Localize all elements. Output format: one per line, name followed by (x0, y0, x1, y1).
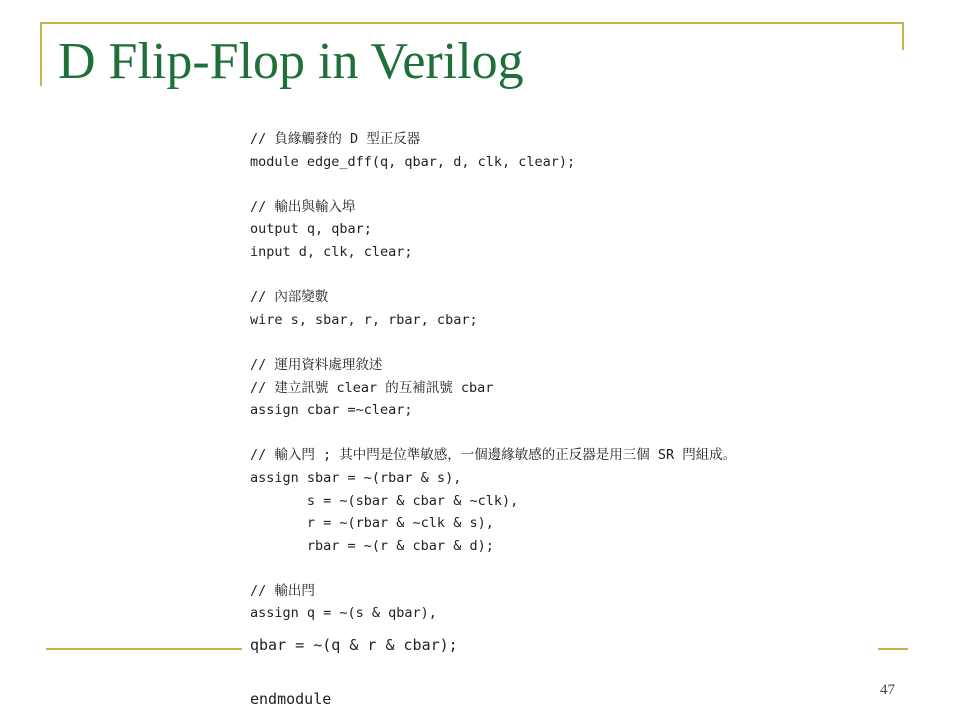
code-line: assign sbar = ~(rbar & s), (250, 469, 462, 486)
code-line: assign cbar =~clear; (250, 402, 413, 419)
code-comment: // 輸入閂 ; 其中閂是位準敏感，一個邊緣敏感的正反器是用三個 SR 閂組成。 (250, 447, 737, 464)
code-comment: // 運用資料處理敘述 (250, 356, 383, 373)
code-comment: // 內部變數 (250, 289, 329, 306)
code-line: input d, clk, clear; (250, 243, 413, 260)
code-line: r = ~(rbar & ~clk & s), (250, 515, 494, 532)
code-line: qbar = ~(q & r & cbar); (250, 636, 458, 654)
frame-top-rule (40, 22, 904, 24)
code-line: assign q = ~(s & qbar), (250, 605, 437, 622)
frame-left-rule (40, 22, 42, 86)
code-comment: // 建立訊號 clear 的互補訊號 cbar (250, 379, 494, 396)
code-line: module edge_dff(q, qbar, d, clk, clear); (250, 153, 576, 170)
code-line: rbar = ~(r & cbar & d); (250, 537, 494, 554)
code-line: s = ~(sbar & cbar & ~clk), (250, 492, 519, 509)
code-comment: // 負緣觸發的 D 型正反器 (250, 131, 421, 147)
frame-bottom-right-rule (878, 648, 908, 650)
code-block (250, 128, 736, 625)
code-comment: // 輸出與輸入埠 (250, 198, 356, 215)
code-line: output q, qbar; (250, 221, 372, 238)
code-line: endmodule (250, 690, 332, 708)
code-line: wire s, sbar, r, rbar, cbar; (250, 311, 478, 328)
frame-bottom-left-rule (46, 648, 242, 650)
code-comment: // 輸出閂 (250, 582, 315, 599)
slide-number: 47 (880, 682, 895, 698)
frame-right-rule (902, 22, 904, 50)
slide-title: D Flip-Flop in Verilog (58, 33, 524, 90)
